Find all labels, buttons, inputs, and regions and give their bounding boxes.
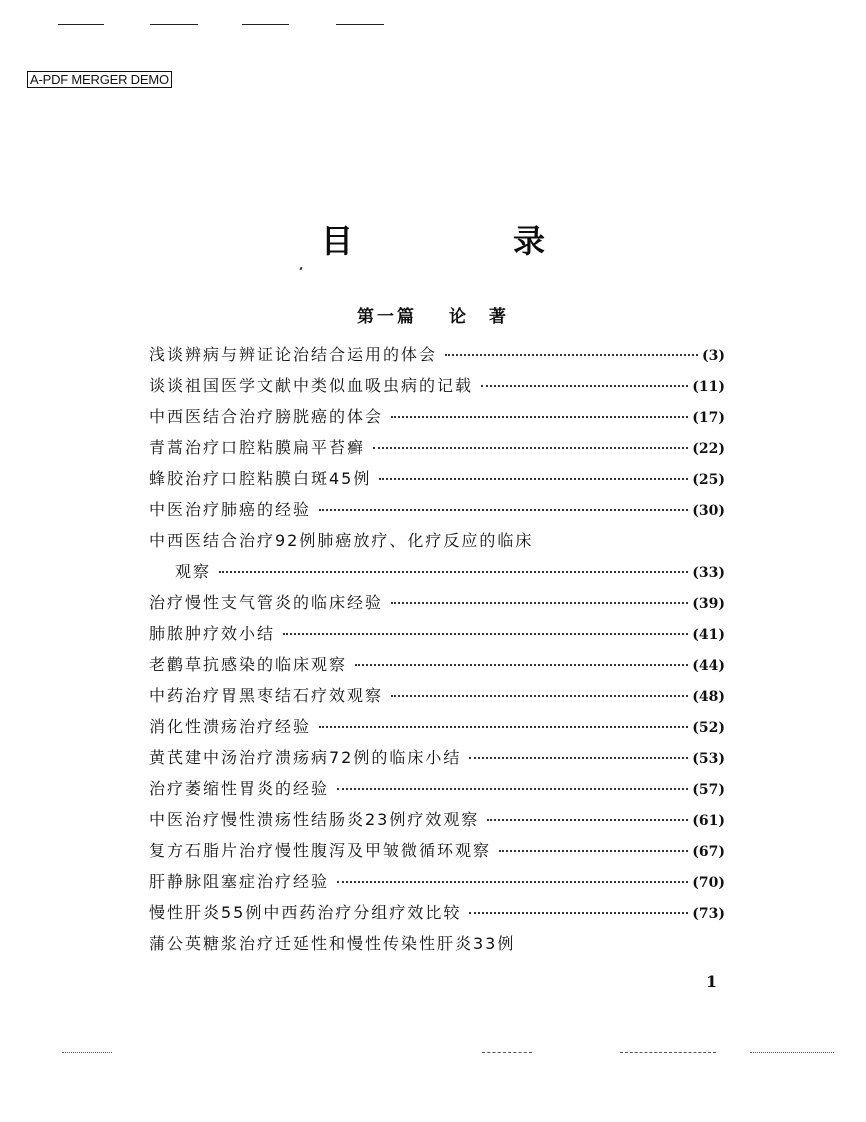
toc-entry[interactable] [149,835,725,866]
section-heading [0,302,866,327]
page-number: 1 [706,972,718,991]
toc-entry-page: (39) [692,596,725,612]
table-of-contents [149,339,725,959]
toc-entry-page: (33) [692,565,725,581]
toc-entry[interactable] [149,370,725,401]
toc-entry-page: (57) [692,782,725,798]
toc-entry-title: 青蒿治疗口腔粘膜扁平苔癣 [149,438,366,457]
toc-entry-title: 蒲公英糖浆治疗迁延性和慢性传染性肝炎33例 [149,934,516,953]
toc-entry-title: 蜂胶治疗口腔粘膜白斑45例 [149,469,372,488]
toc-entry[interactable] [149,587,725,618]
toc-entry-page: (11) [692,379,725,395]
toc-entry[interactable] [149,680,725,711]
header-rule [242,24,289,25]
scan-speck [299,267,302,271]
leader-dots [499,850,688,852]
toc-entry-title: 消化性溃疡治疗经验 [149,717,312,736]
toc-entry[interactable] [149,525,725,556]
toc-entry-page: (53) [692,751,725,767]
toc-entry-title: 治疗慢性支气管炎的临床经验 [149,593,384,612]
leader-dots [391,695,688,697]
toc-entry[interactable] [149,773,725,804]
scan-mark [62,1052,112,1053]
page-title: 目 录 [320,222,609,260]
leader-dots [445,354,698,356]
toc-entry-title: 观察 [175,562,212,581]
leader-dots [469,912,688,914]
toc-entry[interactable] [149,401,725,432]
section-part: 第一篇 [357,307,417,327]
toc-entry[interactable] [149,804,725,835]
toc-entry-title: 治疗萎缩性胃炎的经验 [149,779,330,798]
toc-entry-title: 中西医结合治疗92例肺癌放疗、化疗反应的临床 [149,531,534,550]
toc-entry-continuation[interactable] [149,556,725,587]
leader-dots [481,385,688,387]
toc-entry-page: (17) [692,410,725,426]
leader-dots [373,447,688,449]
toc-entry-title: 慢性肝炎55例中西药治疗分组疗效比较 [149,903,462,922]
toc-entry[interactable] [149,649,725,680]
toc-entry[interactable] [149,618,725,649]
toc-entry-title: 中医治疗慢性溃疡性结肠炎23例疗效观察 [149,810,480,829]
toc-entry-title: 黄芪建中汤治疗溃疡病72例的临床小结 [149,748,462,767]
toc-entry-page: (3) [702,348,725,364]
scan-mark [482,1052,532,1053]
toc-entry[interactable] [149,866,725,897]
leader-dots [283,633,688,635]
leader-dots [337,788,688,790]
leader-dots [355,664,688,666]
header-rule [58,24,104,25]
toc-entry[interactable] [149,432,725,463]
toc-entry-title: 谈谈祖国医学文献中类似血吸虫病的记载 [149,376,474,395]
leader-dots [219,571,688,573]
toc-entry[interactable] [149,742,725,773]
toc-entry-page: (41) [692,627,725,643]
watermark-label: A-PDF MERGER DEMO [27,71,172,88]
toc-entry-title: 中西医结合治疗膀胱癌的体会 [149,407,384,426]
toc-entry[interactable] [149,339,725,370]
header-rules [58,24,388,28]
toc-entry-title: 肺脓肿疗效小结 [149,624,276,643]
toc-entry[interactable] [149,928,725,959]
leader-dots [319,726,688,728]
leader-dots [337,881,688,883]
leader-dots [487,819,688,821]
toc-entry-page: (61) [692,813,725,829]
toc-entry[interactable] [149,494,725,525]
toc-entry-page: (22) [692,441,725,457]
leader-dots [469,757,688,759]
scan-artifacts [0,1052,866,1062]
toc-entry-page: (30) [692,503,725,519]
toc-entry[interactable] [149,463,725,494]
scan-mark [620,1052,716,1053]
toc-entry[interactable] [149,711,725,742]
toc-entry-page: (52) [692,720,725,736]
toc-entry[interactable] [149,897,725,928]
section-name: 论 著 [449,307,509,327]
toc-entry-page: (25) [692,472,725,488]
toc-entry-page: (44) [692,658,725,674]
header-rule [336,24,384,25]
toc-entry-page: (73) [692,906,725,922]
leader-dots [391,416,688,418]
toc-entry-title: 浅谈辨病与辨证论治结合运用的体会 [149,345,438,364]
toc-entry-page: (48) [692,689,725,705]
leader-dots [391,602,688,604]
toc-entry-title: 老鹳草抗感染的临床观察 [149,655,348,674]
toc-entry-title: 肝静脉阻塞症治疗经验 [149,872,330,891]
toc-entry-title: 中医治疗肺癌的经验 [149,500,312,519]
toc-entry-title: 中药治疗胃黑枣结石疗效观察 [149,686,384,705]
header-rule [150,24,198,25]
leader-dots [379,478,688,480]
toc-entry-page: (67) [692,844,725,860]
scan-mark [750,1052,834,1053]
leader-dots [319,509,688,511]
toc-entry-page: (70) [692,875,725,891]
toc-entry-title: 复方石脂片治疗慢性腹泻及甲皱微循环观察 [149,841,492,860]
